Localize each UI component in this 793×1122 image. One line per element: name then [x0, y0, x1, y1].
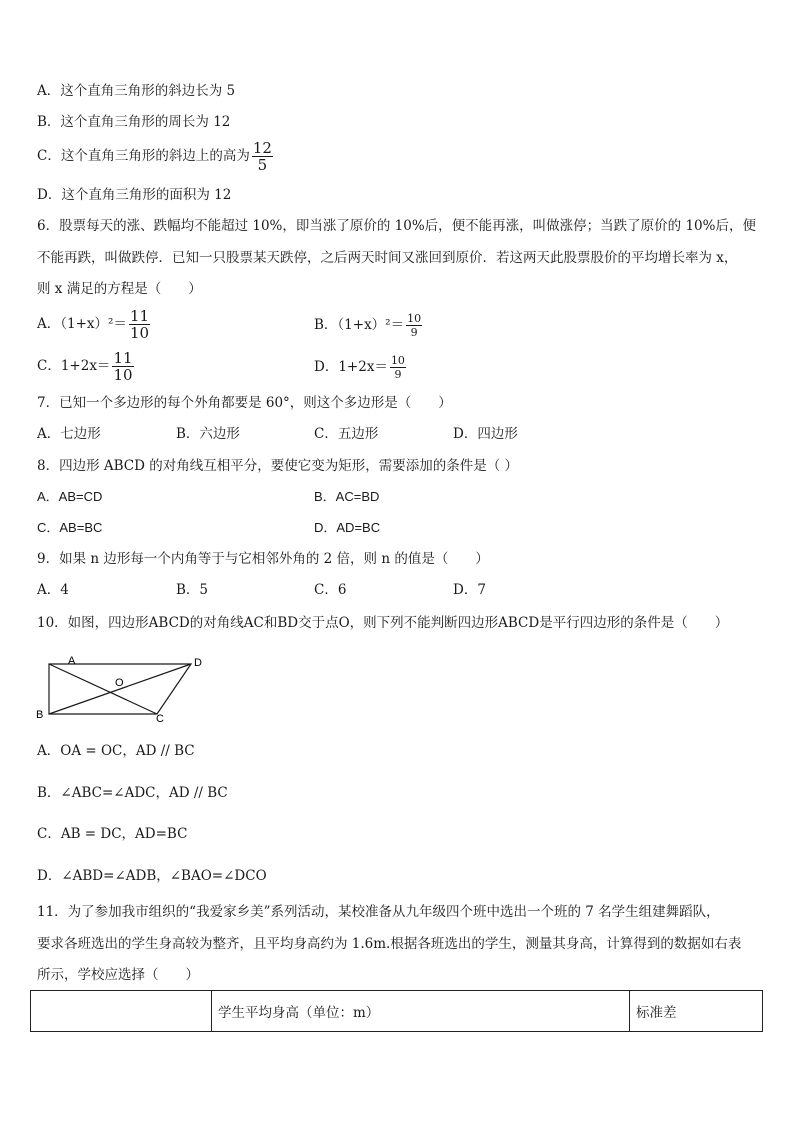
q11-stem-line1: 11．为了参加我市组织的“我爱家乡美”系列活动，某校准备从九年级四个班中选出一个班的 7 名学生组建舞蹈队， — [37, 904, 720, 920]
q10-option-d: D．∠ABD=∠ADB，∠BAO=∠DCO — [37, 868, 267, 884]
q6-stem-line3: 则 x 满足的方程是（ ） — [37, 281, 202, 297]
q8-option-d: D．AD=BC — [314, 520, 381, 535]
fraction-numerator: 11 — [129, 307, 150, 325]
fraction-denominator: 5 — [257, 156, 268, 174]
table-header-row — [31, 991, 763, 1032]
q6-stem-line2: 不能再跌，叫做跌停．已知一只股票某天跌停，之后两天时间又涨回到原价．若这两天此股票股价的平均增长率为 x， — [37, 250, 738, 266]
fraction-denominator: 10 — [113, 366, 133, 384]
q9-option-d: D．7 — [453, 582, 486, 598]
q10-option-b: B．∠ABC=∠ADC，AD // BC — [37, 785, 228, 801]
fraction — [252, 140, 273, 173]
q6-option-d — [314, 354, 408, 381]
q5-option-b: B．这个直角三角形的周长为 12 — [37, 114, 231, 130]
q11-data-table — [30, 990, 763, 1032]
q5-option-a: A．这个直角三角形的斜边长为 5 — [37, 83, 236, 99]
q6-option-d-text: D．1+2x＝ — [314, 359, 388, 375]
q8-stem: 8．四边形 ABCD 的对角线互相平分，要使它变为矩形，需要添加的条件是（ ） — [37, 458, 519, 474]
q5-option-c-text: C．这个直角三角形的斜边上的高为 — [37, 148, 250, 164]
vertex-label-o: O — [115, 677, 124, 689]
fraction — [129, 308, 150, 341]
q9-option-a: A．4 — [37, 582, 69, 598]
q6-option-c-text: C．1+2x＝ — [37, 358, 111, 374]
parallelogram-figure — [30, 652, 220, 724]
fraction-denominator: 10 — [129, 324, 150, 342]
table-header-cell — [31, 991, 212, 1032]
q6-option-a — [37, 308, 152, 341]
fraction — [390, 354, 406, 381]
q6-option-b — [314, 312, 424, 339]
q8-option-c: C．AB=BC — [37, 520, 103, 535]
fraction — [112, 350, 133, 383]
diagonal-bd — [49, 664, 191, 714]
q6-option-c — [37, 350, 136, 383]
fraction-numerator: 10 — [390, 354, 405, 367]
q10-option-c: C．AB = DC，AD=BC — [37, 826, 188, 842]
vertex-label-c: C — [156, 713, 164, 724]
fraction-numerator: 11 — [113, 349, 133, 367]
fraction-numerator: 10 — [407, 312, 422, 325]
q11-stem-line2: 要求各班选出的学生身高较为整齐，且平均身高约为 1.6m.根据各班选出的学生，测量其身高，计算得到的数据如右表 — [37, 936, 742, 952]
fraction-denominator: 9 — [394, 368, 402, 381]
q5-option-d: D．这个直角三角形的面积为 12 — [37, 187, 232, 203]
q7-option-d: D．四边形 — [453, 426, 518, 442]
vertex-label-a: A — [68, 655, 76, 667]
table-header-cell: 标准差 — [630, 991, 763, 1032]
q9-option-b: B．5 — [176, 582, 209, 598]
q7-option-a: A．七边形 — [37, 426, 101, 442]
vertex-label-b: B — [36, 709, 44, 721]
q5-option-c — [37, 140, 275, 173]
q7-option-b: B．六边形 — [176, 426, 240, 442]
fraction-denominator: 9 — [410, 326, 418, 339]
q10-stem: 10．如图，四边形ABCD的对角线AC和BD交于点O，则下列不能判断四边形ABCD是平行四边形的条件是（ ） — [37, 615, 729, 631]
q6-stem-line1: 6．股票每天的涨、跌幅均不能超过 10%，即当涨了原价的 10%后，便不能再涨，叫做涨停；当跌了原价的 10%后，便 — [37, 218, 756, 234]
fraction — [406, 312, 422, 339]
q8-option-a: A．AB=CD — [37, 489, 103, 504]
q6-option-b-text: B．（1+x）²＝ — [314, 317, 405, 333]
fraction-numerator: 12 — [252, 139, 272, 157]
q7-option-c: C．五边形 — [314, 426, 379, 442]
q8-option-b: B．AC=BD — [314, 489, 380, 504]
q9-stem: 9．如果 n 边形每一个内角等于与它相邻外角的 2 倍，则 n 的值是（ ） — [37, 551, 489, 567]
vertex-label-d: D — [194, 657, 202, 669]
q7-stem: 7．已知一个多边形的每个外角都要是 60°，则这个多边形是（ ） — [37, 395, 452, 411]
diagonal-ac — [49, 664, 157, 714]
q11-stem-line3: 所示，学校应选择（ ） — [37, 967, 199, 983]
q6-option-a-text: A．（1+x）²＝ — [37, 316, 127, 332]
table-header-cell: 学生平均身高（单位：m） — [212, 991, 630, 1032]
q10-option-a: A．OA = OC，AD // BC — [37, 743, 195, 759]
q9-option-c: C．6 — [314, 582, 347, 598]
